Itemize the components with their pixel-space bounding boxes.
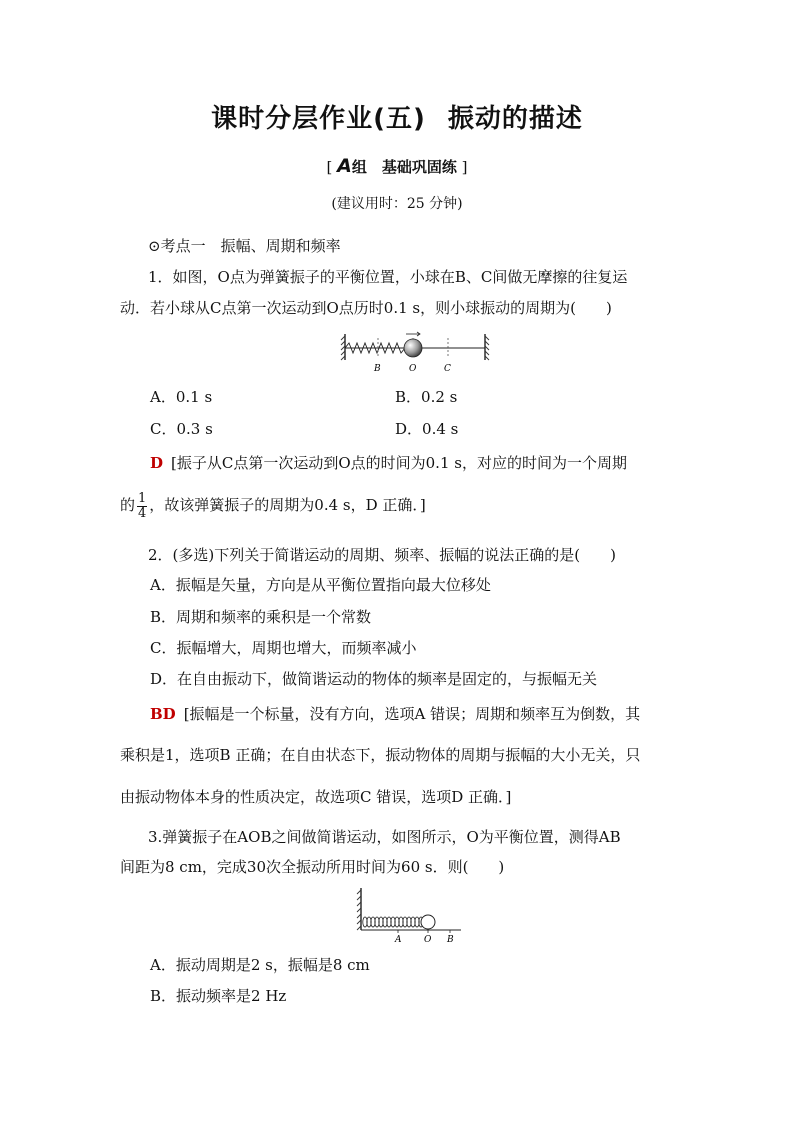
circle-dot-icon: ⊙ [148, 237, 161, 255]
title-sub: 振动的描述 [447, 104, 583, 134]
q2-explanation-line2: 乘积是1，选项B 正确；在自由状态下，振动物体的周期与振幅的大小无关，只 [120, 746, 641, 764]
q3-label-b: B [447, 935, 454, 944]
q1-label-c: C [444, 364, 451, 374]
q1-spring-figure [340, 330, 490, 375]
q3-spring-figure [355, 886, 465, 944]
title-main: 课时分层作业(五) [211, 104, 426, 134]
q3-option-a[interactable]: A．振动周期是2 s，振幅是8 cm [150, 956, 370, 974]
group-bracket-close: ] [461, 158, 468, 176]
page-title [0, 98, 794, 135]
q1-explain-text1: [振子从C点第一次运动到O点的时间为0.1 s，对应的时间为一个周期 [171, 454, 627, 472]
q1-stem-line1: 1．如图，O点为弹簧振子的平衡位置，小球在B、C间做无摩擦的往复运 [148, 268, 628, 286]
group-label: 组 基础巩固练 [351, 158, 457, 176]
q2-option-c[interactable]: C．振幅增大，周期也增大，而频率减小 [150, 639, 417, 657]
q1-fraction [137, 492, 147, 521]
q1-explain-pre: 的 [120, 496, 136, 514]
group-header [0, 155, 794, 177]
q1-stem-line2: 动．若小球从C点第一次运动到O点历时0.1 s，则小球振动的周期为( ) [120, 299, 612, 317]
q3-label-a: A [395, 935, 402, 944]
q3-option-b[interactable]: B．振动频率是2 Hz [150, 987, 287, 1005]
q1-fraction-den: 4 [138, 505, 147, 521]
q2-explanation-line3: 由振动物体本身的性质决定，故选项C 错误，选项D 正确．] [120, 788, 512, 806]
q1-option-c[interactable]: C．0.3 s [150, 420, 213, 438]
q1-explain-post: ，故该弹簧振子的周期为0.4 s，D 正确．] [149, 496, 426, 514]
q1-label-o: O [409, 364, 417, 374]
q2-option-d[interactable]: D．在自由振动下，做简谐运动的物体的频率是固定的，与振幅无关 [150, 670, 598, 688]
group-bracket-open: [ [326, 158, 333, 176]
q1-label-b: B [374, 364, 381, 374]
q2-answer: BD [150, 705, 176, 723]
q3-label-o: O [424, 935, 432, 944]
q2-explain-text1: [振幅是一个标量，没有方向，选项A 错误；周期和频率互为倒数，其 [183, 705, 641, 723]
q1-answer: D [150, 454, 164, 472]
q1-option-d[interactable]: D．0.4 s [395, 420, 459, 438]
group-letter: A [337, 155, 352, 177]
q1-option-a[interactable]: A．0.1 s [150, 388, 213, 406]
q2-stem: 2．(多选)下列关于简谐运动的周期、频率、振幅的说法正确的是( ) [148, 546, 616, 564]
q1-fraction-num: 1 [138, 490, 147, 506]
q2-explanation-line1 [150, 703, 640, 725]
q1-option-b[interactable]: B．0.2 s [395, 388, 458, 406]
section-heading [148, 235, 341, 257]
time-note: (建议用时：25 分钟) [331, 196, 463, 212]
q2-option-b[interactable]: B．周期和频率的乘积是一个常数 [150, 608, 372, 626]
q1-explanation-line2 [120, 490, 426, 521]
q2-option-a[interactable]: A．振幅是矢量，方向是从平衡位置指向最大位移处 [150, 576, 491, 594]
section-text: 考点一 振幅、周期和频率 [160, 237, 341, 255]
q3-stem-line2: 间距为8 cm，完成30次全振动所用时间为60 s．则( ) [120, 858, 505, 876]
q3-stem-line1: 3.弹簧振子在AOB之间做简谐运动，如图所示，O为平衡位置，测得AB [148, 828, 621, 846]
q1-explanation-line1 [150, 452, 627, 474]
